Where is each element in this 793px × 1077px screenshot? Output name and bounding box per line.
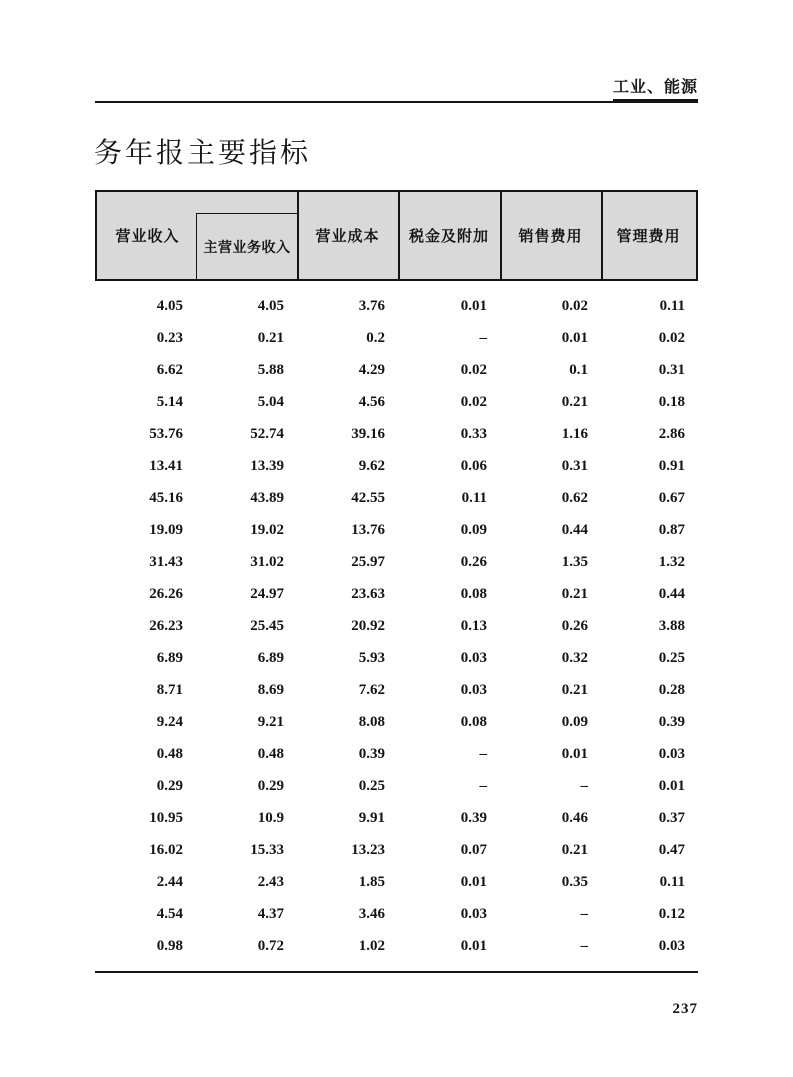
table-cell: 15.33 xyxy=(250,841,284,858)
table-row xyxy=(95,834,698,866)
table-cell: 20.92 xyxy=(351,617,385,634)
table-cell: 0.09 xyxy=(561,713,588,730)
table-cell: 19.02 xyxy=(250,521,284,538)
table-cell: 10.95 xyxy=(149,809,183,826)
table-cell: 0.03 xyxy=(460,681,487,698)
table-cell: 3.88 xyxy=(658,617,685,634)
table-cell: 24.97 xyxy=(250,585,284,602)
table-cell: 2.44 xyxy=(156,873,183,890)
table-cell: 3.76 xyxy=(358,297,385,314)
table-cell: 0.62 xyxy=(561,489,588,506)
table-cell: 0.1 xyxy=(569,361,588,378)
table-cell: 0.09 xyxy=(460,521,487,538)
table-row xyxy=(95,770,698,802)
table-cell: 0.06 xyxy=(460,457,487,474)
table-row xyxy=(95,546,698,578)
table-cell: 0.2 xyxy=(366,329,385,346)
table-cell: 0.07 xyxy=(460,841,487,858)
table-cell: 0.13 xyxy=(460,617,487,634)
table-cell: 8.08 xyxy=(358,713,385,730)
table-cell: 39.16 xyxy=(351,425,385,442)
table-cell: 0.26 xyxy=(561,617,588,634)
table-header xyxy=(95,190,698,281)
table-cell: 19.09 xyxy=(149,521,183,538)
table-row xyxy=(95,642,698,674)
table-row xyxy=(95,354,698,386)
table-cell: 1.02 xyxy=(358,937,385,954)
masthead-rule xyxy=(95,101,698,103)
table-cell: 4.54 xyxy=(156,905,183,922)
table-cell: 0.32 xyxy=(561,649,588,666)
table-row xyxy=(95,514,698,546)
table-cell: 0.11 xyxy=(659,873,685,890)
table-cell: 0.01 xyxy=(460,297,487,314)
table-cell: 9.24 xyxy=(156,713,183,730)
table-cell: 0.35 xyxy=(561,873,588,890)
table-cell: 0.01 xyxy=(460,873,487,890)
table-cell: 1.16 xyxy=(561,425,588,442)
table-cell: 0.37 xyxy=(658,809,685,826)
col-header-operating-cost: 营业成本 xyxy=(315,229,380,245)
table-cell: 0.18 xyxy=(658,393,685,410)
col-header-admin-expenses: 管理费用 xyxy=(616,229,681,245)
page-masthead xyxy=(95,74,698,101)
table-cell: 6.62 xyxy=(156,361,183,378)
table-row xyxy=(95,930,698,962)
table-row xyxy=(95,738,698,770)
table-cell: 0.11 xyxy=(659,297,685,314)
table-cell: 4.05 xyxy=(156,297,183,314)
table-cell: 0.29 xyxy=(257,777,284,794)
table-cell: 0.08 xyxy=(460,585,487,602)
table-cell: 13.39 xyxy=(250,457,284,474)
table-cell: 0.21 xyxy=(561,393,588,410)
table-cell: 1.85 xyxy=(358,873,385,890)
table-cell: 7.62 xyxy=(358,681,385,698)
table-cell: 10.9 xyxy=(257,809,284,826)
table-cell: 26.23 xyxy=(149,617,183,634)
table-cell: 0.21 xyxy=(561,681,588,698)
table-cell: 26.26 xyxy=(149,585,183,602)
table-cell: 0.02 xyxy=(658,329,685,346)
table-row xyxy=(95,450,698,482)
table-cell: 3.46 xyxy=(358,905,385,922)
table-cell: 0.26 xyxy=(460,553,487,570)
table-cell: 0.47 xyxy=(658,841,685,858)
table-cell: 0.98 xyxy=(156,937,183,954)
table-cell: 0.33 xyxy=(460,425,487,442)
table-cell: 9.21 xyxy=(257,713,284,730)
page-number: 237 xyxy=(672,1001,698,1017)
table-cell: 0.44 xyxy=(561,521,588,538)
table-cell: 0.02 xyxy=(460,361,487,378)
indicators-table xyxy=(95,190,698,973)
table-cell: 0.39 xyxy=(460,809,487,826)
table-body xyxy=(95,281,698,973)
table-cell: 13.76 xyxy=(351,521,385,538)
table-row xyxy=(95,866,698,898)
table-cell: – xyxy=(580,777,588,794)
table-cell: 0.48 xyxy=(156,745,183,762)
table-cell: 0.87 xyxy=(658,521,685,538)
table-cell: 0.02 xyxy=(561,297,588,314)
table-cell: 25.97 xyxy=(351,553,385,570)
table-row xyxy=(95,898,698,930)
table-cell: 0.01 xyxy=(561,329,588,346)
table-cell: 0.01 xyxy=(460,937,487,954)
table-cell: 13.23 xyxy=(351,841,385,858)
table-cell: 0.31 xyxy=(658,361,685,378)
table-cell: 0.28 xyxy=(658,681,685,698)
table-cell: 9.62 xyxy=(358,457,385,474)
table-row xyxy=(95,802,698,834)
table-cell: 0.25 xyxy=(658,649,685,666)
table-row xyxy=(95,386,698,418)
table-cell: 0.03 xyxy=(658,937,685,954)
table-cell: 0.48 xyxy=(257,745,284,762)
table-cell: 2.86 xyxy=(658,425,685,442)
table-cell: 0.72 xyxy=(257,937,284,954)
table-cell: 52.74 xyxy=(250,425,284,442)
col-header-operating-revenue: 营业收入 xyxy=(115,229,180,245)
table-row xyxy=(95,706,698,738)
table-cell: 5.14 xyxy=(156,393,183,410)
table-cell: 8.71 xyxy=(156,681,183,698)
table-cell: 43.89 xyxy=(250,489,284,506)
table-cell: 9.91 xyxy=(358,809,385,826)
col-header-main-business-revenue: 主营业务收入 xyxy=(196,213,297,279)
table-cell: 6.89 xyxy=(156,649,183,666)
table-row xyxy=(95,322,698,354)
table-cell: 0.11 xyxy=(461,489,487,506)
table-cell: 2.43 xyxy=(257,873,284,890)
table-cell: 4.56 xyxy=(358,393,385,410)
table-cell: 31.02 xyxy=(250,553,284,570)
table-cell: 0.23 xyxy=(156,329,183,346)
table-cell: 42.55 xyxy=(351,489,385,506)
table-cell: 25.45 xyxy=(250,617,284,634)
table-cell: 5.93 xyxy=(358,649,385,666)
table-cell: 0.44 xyxy=(658,585,685,602)
table-cell: – xyxy=(479,329,487,346)
table-row xyxy=(95,578,698,610)
col-header-taxes-surcharges: 税金及附加 xyxy=(408,229,489,245)
table-cell: – xyxy=(580,905,588,922)
table-cell: 23.63 xyxy=(351,585,385,602)
table-cell: 4.05 xyxy=(257,297,284,314)
table-cell: 0.39 xyxy=(358,745,385,762)
table-cell: 0.67 xyxy=(658,489,685,506)
table-cell: – xyxy=(580,937,588,954)
table-cell: 13.41 xyxy=(149,457,183,474)
table-cell: 0.03 xyxy=(460,649,487,666)
table-cell: 0.31 xyxy=(561,457,588,474)
table-cell: – xyxy=(479,777,487,794)
table-cell: 0.91 xyxy=(658,457,685,474)
table-cell: 0.01 xyxy=(561,745,588,762)
table-cell: 0.21 xyxy=(257,329,284,346)
table-cell: 31.43 xyxy=(149,553,183,570)
table-row xyxy=(95,418,698,450)
table-row xyxy=(95,610,698,642)
table-row xyxy=(95,290,698,322)
table-cell: 0.21 xyxy=(561,585,588,602)
table-cell: 8.69 xyxy=(257,681,284,698)
table-cell: 16.02 xyxy=(149,841,183,858)
table-cell: 53.76 xyxy=(149,425,183,442)
table-cell: 0.03 xyxy=(658,745,685,762)
table-cell: 6.89 xyxy=(257,649,284,666)
table-cell: 0.12 xyxy=(658,905,685,922)
table-cell: 5.04 xyxy=(257,393,284,410)
page-title: 务年报主要指标 xyxy=(94,138,312,169)
table-cell: 5.88 xyxy=(257,361,284,378)
table-cell: 0.01 xyxy=(658,777,685,794)
table-cell: 0.02 xyxy=(460,393,487,410)
table-cell: 1.35 xyxy=(561,553,588,570)
table-cell: 0.25 xyxy=(358,777,385,794)
table-cell: 0.03 xyxy=(460,905,487,922)
table-cell: 4.29 xyxy=(358,361,385,378)
table-cell: 4.37 xyxy=(257,905,284,922)
table-cell: 0.29 xyxy=(156,777,183,794)
section-label: 工业、能源 xyxy=(613,74,698,101)
table-cell: – xyxy=(479,745,487,762)
table-cell: 0.08 xyxy=(460,713,487,730)
table-cell: 0.39 xyxy=(658,713,685,730)
table-cell: 45.16 xyxy=(149,489,183,506)
table-cell: 0.21 xyxy=(561,841,588,858)
table-cell: 1.32 xyxy=(658,553,685,570)
col-header-selling-expenses: 销售费用 xyxy=(518,229,583,245)
table-row xyxy=(95,482,698,514)
table-row xyxy=(95,674,698,706)
table-cell: 0.46 xyxy=(561,809,588,826)
